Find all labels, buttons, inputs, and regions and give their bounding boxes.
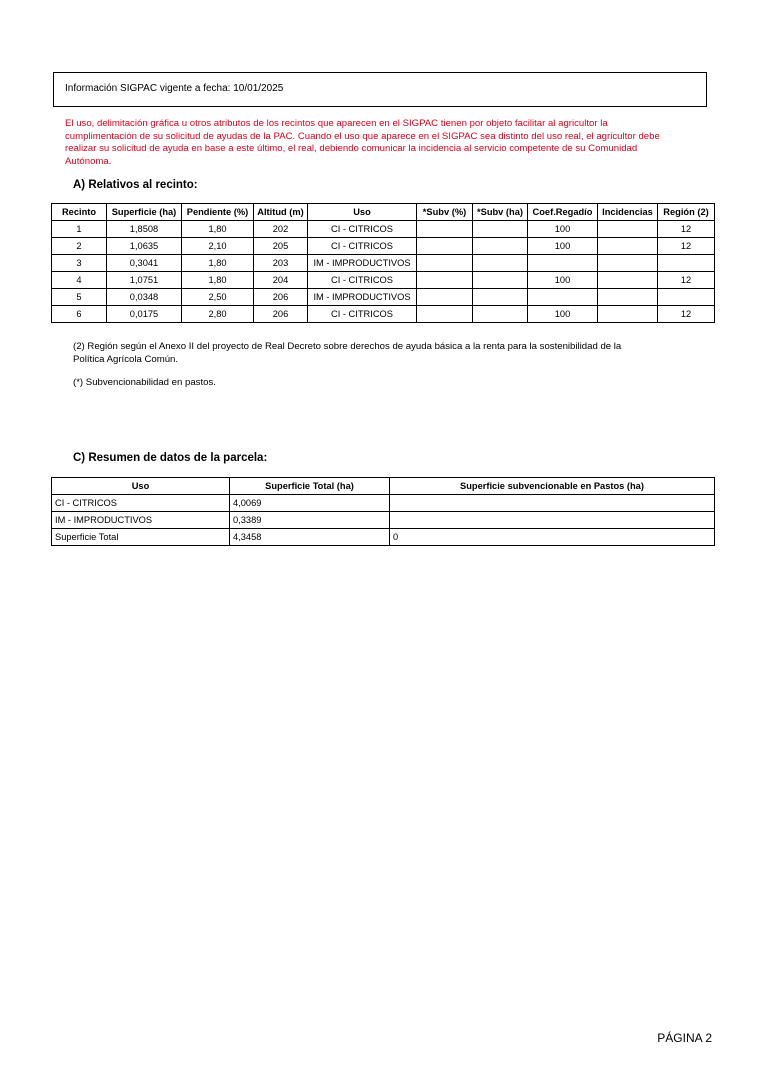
col-header-uso: Uso xyxy=(308,204,417,221)
cell-uso: IM - IMPRODUCTIVOS xyxy=(52,512,230,529)
cell-superficie: 1,0751 xyxy=(107,272,182,289)
cell-subv-pct xyxy=(417,272,473,289)
cell-uso: CI - CITRICOS xyxy=(308,238,417,255)
col-header-superficie-pastos: Superficie subvencionable en Pastos (ha) xyxy=(390,478,715,495)
cell-pendiente: 2,50 xyxy=(182,289,254,306)
cell-coef-regadio: 100 xyxy=(528,221,598,238)
resumen-table xyxy=(51,477,715,546)
cell-subv-pct xyxy=(417,238,473,255)
table-row xyxy=(52,495,715,512)
cell-subv-ha xyxy=(473,221,528,238)
cell-superficie: 0,3041 xyxy=(107,255,182,272)
col-header-region: Región (2) xyxy=(658,204,715,221)
col-header-coef-regadio: Coef.Regadío xyxy=(528,204,598,221)
cell-incidencias xyxy=(598,238,658,255)
cell-subv-ha xyxy=(473,272,528,289)
cell-region: 12 xyxy=(658,238,715,255)
recinto-header-row xyxy=(52,204,715,221)
cell-subv-ha xyxy=(473,306,528,323)
cell-altitud: 203 xyxy=(254,255,308,272)
cell-incidencias xyxy=(598,221,658,238)
cell-altitud: 204 xyxy=(254,272,308,289)
cell-coef-regadio: 100 xyxy=(528,238,598,255)
disclaimer-text xyxy=(65,118,695,168)
cell-pendiente: 1,80 xyxy=(182,255,254,272)
col-header-altitud: Altitud (m) xyxy=(254,204,308,221)
cell-region xyxy=(658,255,715,272)
section-c-title: C) Resumen de datos de la parcela: xyxy=(73,452,268,464)
cell-pendiente: 2,80 xyxy=(182,306,254,323)
cell-superficie-total: 4,0069 xyxy=(230,495,390,512)
cell-recinto: 4 xyxy=(52,272,107,289)
cell-region xyxy=(658,289,715,306)
cell-recinto: 2 xyxy=(52,238,107,255)
cell-incidencias xyxy=(598,272,658,289)
cell-uso: CI - CITRICOS xyxy=(308,272,417,289)
region-note-line: Política Agrícola Común. xyxy=(73,353,179,365)
cell-coef-regadio xyxy=(528,255,598,272)
disclaimer-line: cumplimentación de su solicitud de ayudas de la PAC. Cuando el uso que aparece en el SIGPAC sea distinto del uso real, el agricultor debe xyxy=(65,130,660,142)
cell-coef-regadio: 100 xyxy=(528,306,598,323)
table-row xyxy=(52,272,715,289)
resumen-header-row xyxy=(52,478,715,495)
cell-subv-pct xyxy=(417,306,473,323)
cell-coef-regadio: 100 xyxy=(528,272,598,289)
cell-incidencias xyxy=(598,289,658,306)
cell-superficie-total: 0,3389 xyxy=(230,512,390,529)
cell-region: 12 xyxy=(658,272,715,289)
cell-incidencias xyxy=(598,306,658,323)
cell-uso: IM - IMPRODUCTIVOS xyxy=(308,289,417,306)
section-a-title: A) Relativos al recinto: xyxy=(73,179,198,191)
cell-superficie: 0,0348 xyxy=(107,289,182,306)
cell-recinto: 5 xyxy=(52,289,107,306)
cell-pendiente: 1,80 xyxy=(182,272,254,289)
cell-region: 12 xyxy=(658,221,715,238)
region-note-line: (2) Región según el Anexo II del proyecto de Real Decreto sobre derechos de ayuda básica a la renta para la sostenibilidad de la xyxy=(73,341,622,352)
cell-uso: Superficie Total xyxy=(52,529,230,546)
cell-subv-ha xyxy=(473,289,528,306)
col-header-superficie: Superficie (ha) xyxy=(107,204,182,221)
cell-subv-ha xyxy=(473,255,528,272)
cell-incidencias xyxy=(598,255,658,272)
cell-superficie-pastos xyxy=(390,495,715,512)
cell-superficie: 0,0175 xyxy=(107,306,182,323)
cell-subv-ha xyxy=(473,238,528,255)
cell-subv-pct xyxy=(417,289,473,306)
table-row xyxy=(52,238,715,255)
col-header-subv-pct: *Subv (%) xyxy=(417,204,473,221)
cell-altitud: 205 xyxy=(254,238,308,255)
cell-subv-pct xyxy=(417,255,473,272)
region-note xyxy=(73,341,683,366)
cell-subv-pct xyxy=(417,221,473,238)
table-row xyxy=(52,529,715,546)
recinto-table xyxy=(51,203,715,323)
disclaimer-line: Autónoma. xyxy=(65,155,112,167)
cell-superficie-pastos: 0 xyxy=(390,529,715,546)
col-header-recinto: Recinto xyxy=(52,204,107,221)
page-number: PÁGINA 2 xyxy=(657,1031,712,1045)
cell-pendiente: 2,10 xyxy=(182,238,254,255)
table-row xyxy=(52,289,715,306)
col-header-pendiente: Pendiente (%) xyxy=(182,204,254,221)
cell-recinto: 1 xyxy=(52,221,107,238)
table-row xyxy=(52,306,715,323)
cell-pendiente: 1,80 xyxy=(182,221,254,238)
cell-uso: CI - CITRICOS xyxy=(308,221,417,238)
table-row xyxy=(52,512,715,529)
cell-superficie-pastos xyxy=(390,512,715,529)
cell-uso: IM - IMPRODUCTIVOS xyxy=(308,255,417,272)
cell-altitud: 202 xyxy=(254,221,308,238)
cell-superficie: 1,0635 xyxy=(107,238,182,255)
table-row xyxy=(52,255,715,272)
disclaimer-line: realizar su solicitud de ayuda en base a este último, el real, debiendo comunicar la incidencia al servicio competente de su Comunidad xyxy=(65,143,638,154)
disclaimer-line: El uso, delimitación gráfica u otros atributos de los recintos que aparecen en el SIGPAC tienen por objeto facilitar al agricultor la xyxy=(65,118,608,129)
col-header-incidencias: Incidencias xyxy=(598,204,658,221)
cell-coef-regadio xyxy=(528,289,598,306)
sigpac-info-box xyxy=(53,72,707,107)
cell-recinto: 3 xyxy=(52,255,107,272)
col-header-uso: Uso xyxy=(52,478,230,495)
subv-note: (*) Subvencionabilidad en pastos. xyxy=(73,377,216,388)
col-header-superficie-total: Superficie Total (ha) xyxy=(230,478,390,495)
cell-altitud: 206 xyxy=(254,306,308,323)
cell-uso: CI - CITRICOS xyxy=(308,306,417,323)
table-row xyxy=(52,221,715,238)
cell-region: 12 xyxy=(658,306,715,323)
col-header-subv-ha: *Subv (ha) xyxy=(473,204,528,221)
sigpac-date-text: Información SIGPAC vigente a fecha: 10/01/2025 xyxy=(65,83,284,94)
cell-uso: CI - CITRICOS xyxy=(52,495,230,512)
cell-superficie-total: 4,3458 xyxy=(230,529,390,546)
cell-recinto: 6 xyxy=(52,306,107,323)
cell-superficie: 1,8508 xyxy=(107,221,182,238)
cell-altitud: 206 xyxy=(254,289,308,306)
